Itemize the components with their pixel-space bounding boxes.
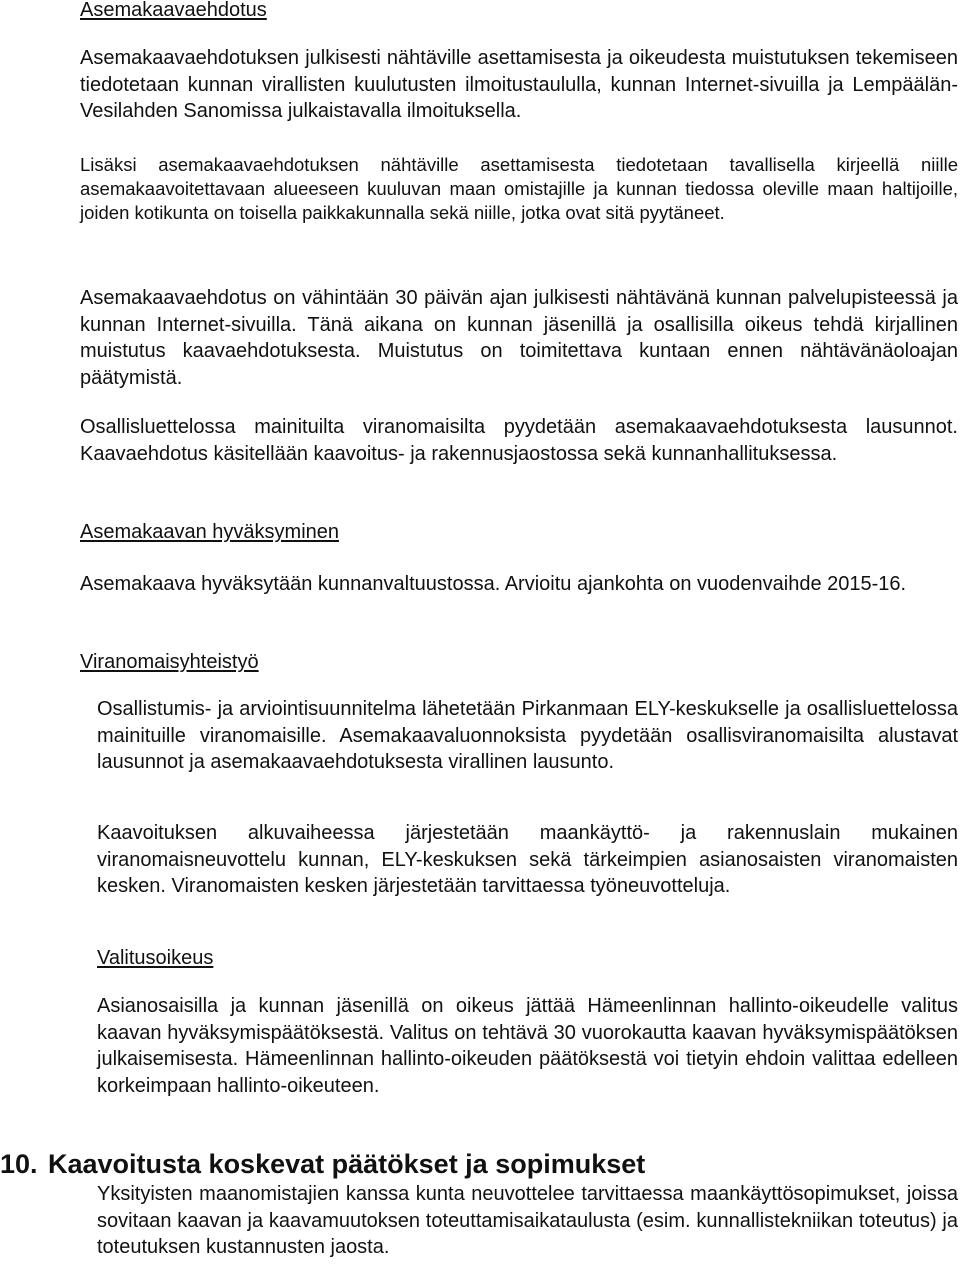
section-heading-asemakaavaehdotus: Asemakaavaehdotus — [80, 0, 267, 21]
paragraph-ehdotus-nahtavilla: Asemakaavaehdotus on vähintään 30 päivän ajan julkisesti nähtävänä kunnan palvelupisteessä ja kunnan Internet-sivuilla. Tänä aikana on kunnan jäsenillä ja osallisilla oikeus tehdä kirjallinen muistutus kaavaehdotuksesta. Muistutus on toimitettava kuntaan ennen nähtävänäoloajan päätymistä. — [80, 287, 958, 389]
chapter-title: Kaavoitusta koskevat päätökset ja sopimukset — [48, 1149, 646, 1179]
paragraph-ehdotus-tiedottaminen: Asemakaavaehdotuksen julkisesti nähtäville asettamisesta ja oikeudesta muistutuksen tekemiseen tiedotetaan kunnan virallisten kuulutusten ilmoitustaululla, kunnan Internet-sivuilla ja Lempäälän- Vesilahden Sanomissa julkaistavalla ilmoituksella. — [80, 47, 958, 122]
paragraph-viranomaisneuvottelu: Kaavoituksen alkuvaiheessa järjestetään maankäyttö- ja rakennuslain mukainen viranomaisneuvottelu kunnan, ELY-keskuksen sekä tärkeimpien asianosaisten viranomaisten kesken. Viranomaisten kesken järjestetään tarvittaessa työneuvotteluja. — [97, 822, 958, 897]
chapter-heading-10 — [0, 1148, 645, 1180]
section-heading-hyvaksyminen: Asemakaavan hyväksyminen — [80, 521, 340, 543]
section-heading-viranomaisyhteistyo: Viranomaisyhteistyö — [80, 651, 259, 673]
paragraph-ehdotus-lausunnot: Osallisluettelossa mainituilta viranomaisilta pyydetään asemakaavaehdotuksesta lausunnot. Kaavaehdotus käsitellään kaavoitus- ja rakennusjaostossa sekä kunnanhallituksessa. — [80, 416, 958, 465]
paragraph-ehdotus-kirje: Lisäksi asemakaavaehdotuksen nähtäville asettamisesta tiedotetaan tavallisella kirjeellä niille asemakaavoitettavaan alueeseen kuuluvan maan omistajille ja kunnan tiedossa oleville maan haltijoille, joiden kotikunta on toisella paikkakunnalla sekä niille, jotka ovat sitä pyytäneet. — [80, 154, 958, 223]
section-heading-valitusoikeus: Valitusoikeus — [97, 947, 214, 969]
chapter-number: 10. — [0, 1149, 38, 1179]
paragraph-hyvaksyminen: Asemakaava hyväksytään kunnanvaltuustossa. Arvioitu ajankohta on vuodenvaihde 2015-16. — [80, 573, 907, 595]
paragraph-viranomaisyhteistyo-lausunnot: Osallistumis- ja arviointisuunnitelma lähetetään Pirkanmaan ELY-keskukselle ja osallisluettelossa mainituille viranomaisille. Asemakaavaluonnoksista pyydetään osallisviranomaisilta alustavat lausunnot ja asemakaavaehdotuksesta virallinen lausunto. — [97, 698, 958, 773]
paragraph-valitusoikeus: Asianosaisilla ja kunnan jäsenillä on oikeus jättää Hämeenlinnan hallinto-oikeudelle valitus kaavan hyväksymispäätöksestä. Valitus on tehtävä 30 vuorokautta kaavan hyväksymispäätöksen julkaisemisesta. Hämeenlinnan hallinto-oikeuden päätöksestä voi tietyin ehdoin valittaa edelleen korkeimpaan hallinto-oikeuteen. — [97, 995, 958, 1097]
paragraph-maankayttosopimukset: Yksityisten maanomistajien kanssa kunta neuvottelee tarvittaessa maankäyttösopimukset, joissa sovitaan kaavan ja kaavamuutoksen toteuttamisaikataulusta (esim. kunnallistekniikan toteutus) ja toteutuksen kustannusten jaosta. — [97, 1183, 958, 1258]
